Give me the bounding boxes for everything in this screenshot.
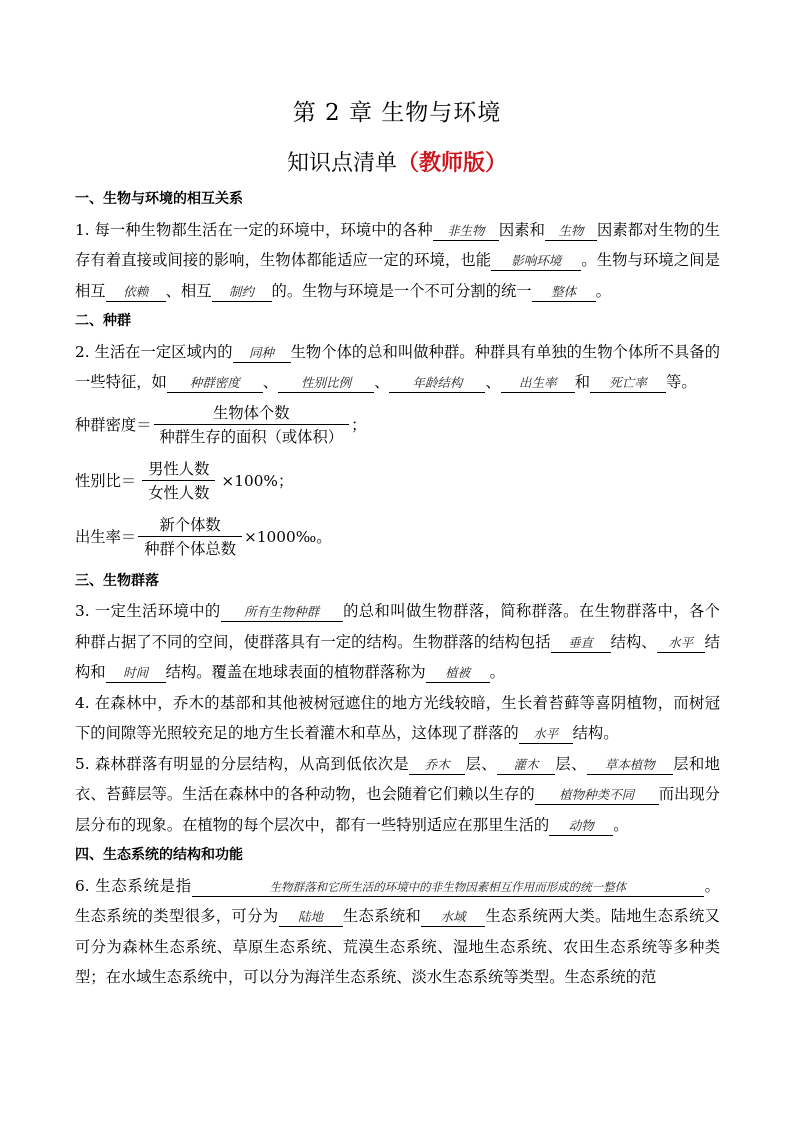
fraction — [154, 402, 350, 449]
section-heading-4: 四、生态系统的结构和功能 — [75, 847, 243, 863]
formula-sex-ratio — [75, 454, 720, 510]
answer-blank: 影响环境 — [491, 252, 581, 271]
answer-blank: 植物种类不同 — [535, 786, 659, 805]
answer-blank: 整体 — [532, 283, 596, 302]
answer-blank: 水域 — [421, 908, 485, 927]
numerator: 生物体个数 — [213, 404, 290, 422]
page-title: 第 2 章 生物与环境 — [292, 100, 502, 126]
text: 、 — [374, 373, 390, 391]
answer-blank: 出生率 — [501, 374, 575, 393]
formula-label: 出生率＝ — [75, 528, 137, 547]
text: 1. 每一种生物都生活在一定的环境中，环境中的各种 — [75, 220, 433, 239]
text: 和 — [574, 373, 591, 391]
answer-blank: 水平 — [519, 725, 573, 744]
text: 。生物与环境之间是相互 — [75, 251, 720, 300]
subtitle-version: （教师版） — [397, 150, 508, 176]
answer-blank: 死亡率 — [590, 374, 666, 393]
text: 层和地衣、苔藓层等。生活在森林中的各种动物，也会随着它们赖以生存的 — [75, 754, 720, 803]
denominator: 女性人数 — [142, 480, 215, 505]
formula-population-density — [75, 398, 720, 454]
formula-label: 种群密度＝ — [75, 416, 152, 435]
paragraph-6 — [75, 871, 720, 993]
numerator: 新个体数 — [159, 516, 221, 534]
text: 层、 — [554, 754, 587, 773]
section-heading-3: 三、生物群落 — [75, 572, 159, 589]
text: 而出现分层分布的现象。在植物的每个层次中，都有一些特别适应在那里生活的 — [75, 785, 720, 834]
text: 3. 一定生活环境中的 — [75, 602, 221, 620]
text: 层、 — [465, 754, 497, 773]
page-subtitle — [0, 146, 794, 177]
text: 的总和叫做生物群落，简称群落。在生物群落中，各个种群占据了不同的空间，使群落具有一定的结构。生物群落的结构包括 — [75, 602, 720, 651]
answer-blank: 同种 — [233, 344, 291, 363]
answer-blank: 植被 — [426, 664, 490, 683]
formula-tail: ； — [351, 416, 367, 435]
text: 。 — [613, 815, 629, 834]
text: 结构。覆盖在地球表面的植物群落称为 — [165, 663, 426, 681]
answer-blank: 垂直 — [551, 634, 611, 653]
text: 因素和 — [498, 220, 545, 239]
formula-tail: ×100%； — [221, 472, 294, 491]
answer-blank: 陆地 — [279, 908, 343, 927]
answer-blank: 制约 — [212, 283, 272, 302]
answer-blank: 非生物 — [433, 222, 499, 241]
answer-blank: 草本植物 — [587, 756, 673, 775]
text: 的。生物与环境是一个不可分割的统一 — [271, 281, 532, 300]
text: 6. 生态系统是指 — [75, 876, 192, 895]
answer-blank: 生物群落和它所生活的环境中的非生物因素相互作用而形成的统一整体 — [192, 878, 704, 897]
section-heading-1: 一、生物与环境的相互关系 — [75, 191, 243, 207]
formula-birth-rate — [75, 510, 720, 566]
text: 等。 — [666, 373, 697, 391]
paragraph-5 — [75, 749, 720, 841]
answer-blank: 灌木 — [497, 756, 555, 775]
text: 结构、 — [610, 632, 657, 651]
text: 结构和 — [75, 632, 720, 681]
text: 因素都对生物的生存有着直接或间接的影响，生物体都能适应一定的环境，也能 — [75, 220, 720, 269]
text: 。 — [595, 281, 611, 300]
answer-blank: 所有生物种群 — [221, 603, 343, 622]
formula-label: 性别比＝ — [75, 472, 137, 491]
subtitle-main: 知识点清单 — [286, 151, 397, 176]
text: 、 — [262, 373, 279, 391]
text: 5. 森林群落有明显的分层结构，从高到低依次是 — [75, 754, 410, 773]
paragraph-2 — [75, 337, 720, 398]
answer-blank: 动物 — [549, 817, 613, 836]
text: 2. 生活在一定区域内的 — [75, 342, 233, 361]
text: 。 — [489, 663, 505, 681]
paragraph-4 — [75, 688, 720, 749]
denominator: 种群生存的面积（或体积） — [154, 424, 350, 449]
section-heading-2: 二、种群 — [75, 313, 131, 329]
denominator: 种群个体总数 — [138, 536, 242, 561]
answer-blank: 生物 — [545, 222, 597, 241]
answer-blank: 性别比例 — [278, 374, 374, 393]
answer-blank: 依赖 — [106, 283, 166, 302]
text: 、相互 — [165, 281, 212, 300]
answer-blank: 种群密度 — [167, 374, 263, 393]
answer-blank: 年龄结构 — [389, 374, 485, 393]
answer-blank: 乔木 — [409, 756, 465, 775]
text: 生态系统和 — [342, 907, 422, 925]
text: 生物个体的总和叫做种群。种群具有单独的生物个体所不具备的一些特征，如 — [75, 342, 720, 391]
paragraph-3 — [75, 596, 720, 688]
answer-blank: 时间 — [106, 664, 166, 683]
fraction — [138, 458, 219, 505]
answer-blank: 水平 — [657, 634, 705, 653]
text: 结构。 — [572, 724, 619, 742]
text: 、 — [485, 373, 501, 391]
fraction — [138, 514, 242, 561]
paragraph-1 — [75, 215, 720, 307]
text: 。生态系统的类型很多，可分为 — [75, 876, 720, 925]
content-body — [75, 184, 720, 993]
text: 生态系统两大类。陆地生态系统又可分为森林生态系统、草原生态系统、荒漠生态系统、湿地生态系统、农田生态系统等多种类型；在水域生态系统中，可以分为海洋生态系统、淡水生态系统等类型。生态系统的范 — [75, 907, 720, 986]
numerator: 男性人数 — [148, 460, 210, 478]
text: 4. 在森林中，乔木的基部和其他被树冠遮住的地方光线较暗，生长着苔藓等喜阴植物，而树冠下的间隙等光照较充足的地方生长着灌木和草丛，这体现了群落的 — [75, 693, 720, 742]
formula-tail: ×1000‰。 — [244, 528, 332, 547]
